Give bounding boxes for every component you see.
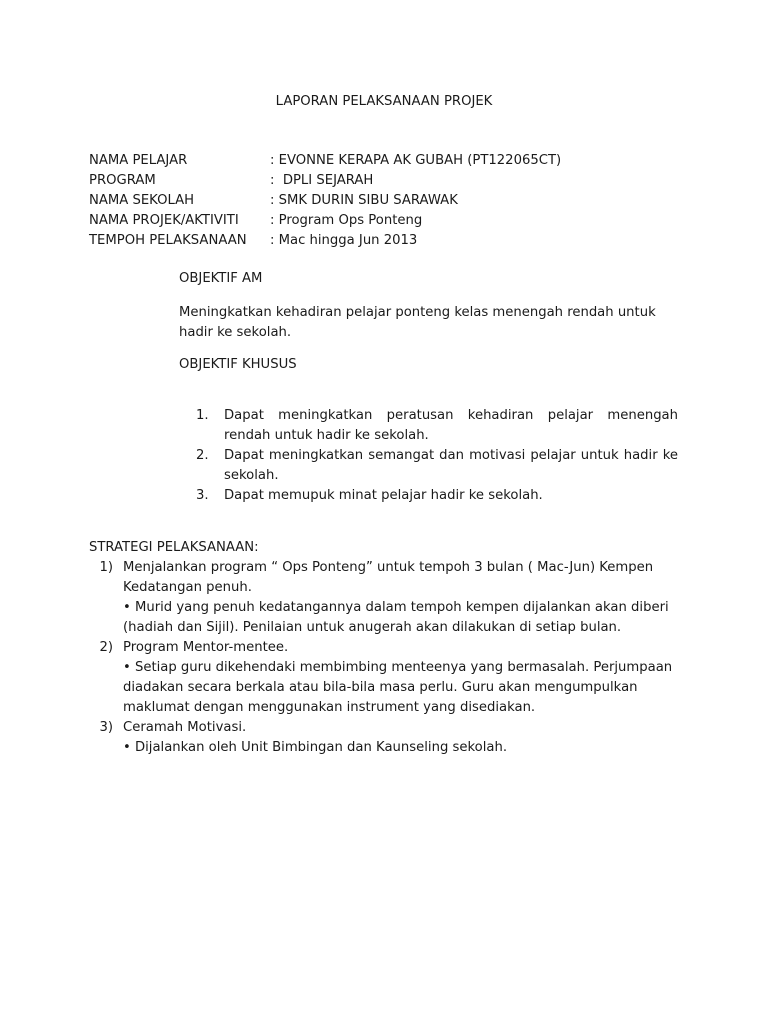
list-item: [196, 486, 678, 506]
list-item: [196, 446, 678, 486]
info-label: TEMPOH PELAKSANAAN: [89, 233, 247, 248]
info-row-nama-pelajar: [89, 151, 561, 171]
objektif-khusus-list: [196, 406, 678, 506]
list-detail: • Dijalankan oleh Unit Bimbingan dan Kaunseling sekolah.: [123, 740, 508, 755]
info-row-nama-sekolah: [89, 191, 561, 211]
list-number: 3): [99, 720, 113, 735]
list-number: 1.: [196, 408, 209, 423]
info-row-program: [89, 171, 561, 191]
info-label: NAMA PROJEK/AKTIVITI: [89, 213, 239, 228]
list-detail: • Setiap guru dikehendaki membimbing menteenya yang bermasalah. Perjumpaan diadakan secara berkala atau bila-bila masa perlu. Guru akan mengumpulkan maklumat dengan menggunakan instrument yang disediakan.: [123, 660, 673, 715]
list-body: [123, 558, 689, 638]
list-number: 3.: [196, 488, 209, 503]
info-value: : DPLI SEJARAH: [270, 173, 374, 188]
info-value: : EVONNE KERAPA AK GUBAH (PT122065CT): [270, 153, 562, 168]
list-body: [123, 718, 689, 758]
info-row-tempoh: [89, 231, 561, 251]
strategi-heading: STRATEGI PELAKSANAAN:: [89, 540, 259, 555]
info-row-nama-projek: [89, 211, 561, 231]
info-label: PROGRAM: [89, 173, 156, 188]
list-text: Dapat meningkatkan peratusan kehadiran pelajar menengah rendah untuk hadir ke sekolah.: [224, 408, 678, 443]
list-detail: • Murid yang penuh kedatangannya dalam tempoh kempen dijalankan akan diberi (hadiah dan Sijil). Penilaian untuk anugerah akan dilakukan di setiap bulan.: [123, 600, 669, 635]
strategi-list: [89, 558, 689, 758]
objektif-am-text: Meningkatkan kehadiran pelajar ponteng kelas menengah rendah untuk hadir ke sekolah.: [179, 305, 656, 340]
list-text: Ceramah Motivasi.: [123, 720, 247, 735]
objektif-khusus-heading: OBJEKTIF KHUSUS: [179, 357, 297, 372]
list-body: [123, 638, 689, 718]
page-title: LAPORAN PELAKSANAAN PROJEK: [275, 94, 493, 109]
list-item: [89, 638, 689, 718]
list-item: [89, 718, 689, 758]
list-item: [196, 406, 678, 446]
list-item: [89, 558, 689, 638]
info-block: [89, 151, 561, 251]
info-value: : Program Ops Ponteng: [270, 213, 423, 228]
strategi-section: [89, 538, 689, 758]
objektif-am-heading: OBJEKTIF AM: [179, 271, 263, 286]
info-value: : SMK DURIN SIBU SARAWAK: [270, 193, 458, 208]
info-label: NAMA SEKOLAH: [89, 193, 195, 208]
list-number: 2.: [196, 448, 209, 463]
list-text: Dapat meningkatkan semangat dan motivasi pelajar untuk hadir ke sekolah.: [224, 448, 678, 483]
info-value: : Mac hingga Jun 2013: [270, 233, 418, 248]
list-number: 1): [99, 560, 113, 575]
info-label: NAMA PELAJAR: [89, 153, 188, 168]
list-text: Menjalankan program “ Ops Ponteng” untuk tempoh 3 bulan ( Mac-Jun) Kempen Kedatangan penuh.: [123, 560, 654, 595]
list-number: 2): [99, 640, 113, 655]
list-text: Program Mentor-mentee.: [123, 640, 289, 655]
list-text: Dapat memupuk minat pelajar hadir ke sekolah.: [224, 488, 543, 503]
